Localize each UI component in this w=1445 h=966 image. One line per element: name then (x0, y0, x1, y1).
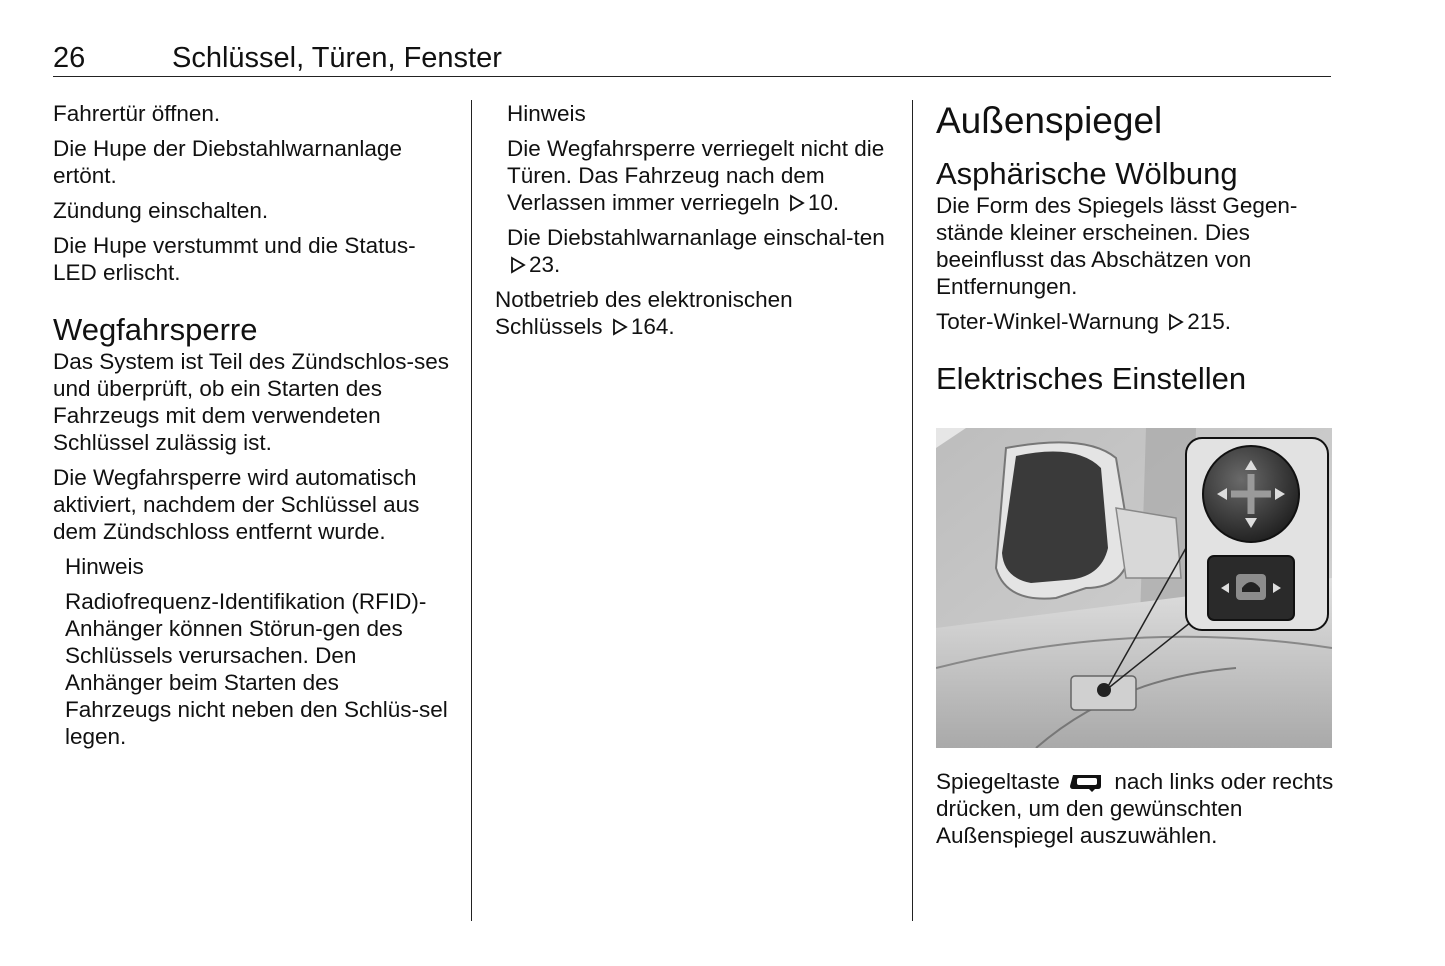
paragraph (936, 308, 1332, 335)
arrow-ref-icon (1168, 313, 1184, 331)
page-reference[interactable]: 23. (529, 252, 561, 277)
mirror-control-illustration (936, 428, 1332, 748)
paragraph-text: Toter-Winkel-Warnung (936, 309, 1159, 334)
note-title: Hinweis (507, 101, 586, 126)
paragraph: Die Hupe der Diebstahlwarnanlage ertönt. (53, 136, 402, 188)
paragraph-text: Notbetrieb des elektronischen Schlüssels (495, 287, 793, 339)
note-text: Radiofrequenz-Identifikation (RFID)-Anhänger können Störun-gen des Schlüssels verursachen. Den Anhänger beim Starten des Fahrzeugs nicht neben den Schlüs-sel legen. (65, 589, 448, 749)
paragraph: Die Form des Spiegels lässt Gegen-stände kleiner erscheinen. Dies beeinflusst das Abschätzen von Entfernungen. (936, 193, 1298, 299)
column-divider (471, 100, 472, 921)
paragraph (936, 768, 1336, 849)
paragraph-text: Spiegeltaste (936, 769, 1060, 794)
paragraph: Das System ist Teil des Zündschlos-ses und überprüft, ob ein Starten des Fahrzeugs mit dem verwendeten Schlüssel zulässig ist. (53, 349, 449, 455)
arrow-ref-icon (612, 318, 628, 336)
column-divider (912, 100, 913, 921)
note-box (495, 100, 895, 278)
note-text-body: Die Wegfahrsperre verriegelt nicht die Türen. Das Fahrzeug nach dem Verlassen immer verriegeln (507, 136, 885, 215)
mirror-button-icon (1070, 772, 1104, 792)
page-reference[interactable]: 10. (807, 190, 840, 215)
chapter-title: Schlüssel, Türen, Fenster (172, 42, 502, 74)
page-reference[interactable]: 215. (1187, 309, 1232, 334)
paragraph: Zündung einschalten. (53, 198, 269, 223)
page-header (53, 38, 1331, 77)
figure-caption (936, 768, 1336, 857)
page-reference[interactable]: 164. (630, 314, 675, 339)
note-text (507, 224, 892, 278)
section-heading: Asphärische Wölbung (936, 156, 1238, 191)
mirror-control-drawing (936, 428, 1332, 748)
note-title: Hinweis (65, 554, 144, 579)
column-3 (936, 100, 1332, 397)
arrow-ref-icon (789, 194, 805, 212)
note-box (53, 553, 453, 750)
column-2 (495, 100, 895, 348)
paragraph (495, 286, 825, 340)
arrow-ref-icon (510, 256, 526, 274)
paragraph: Die Hupe verstummt und die Status-LED erlischt. (53, 233, 416, 285)
section-heading: Wegfahrsperre (53, 312, 258, 347)
page-number: 26 (53, 42, 86, 74)
note-text-body: Die Diebstahlwarnanlage einschal-ten (507, 225, 885, 250)
paragraph: Fahrertür öffnen. (53, 101, 221, 126)
chapter-heading: Außenspiegel (936, 100, 1163, 141)
paragraph-text: nach links oder rechts drücken, um den gewünschten Außenspiegel auszuwählen. (936, 769, 1334, 848)
column-1 (53, 100, 453, 758)
section-heading: Elektrisches Einstellen (936, 361, 1247, 396)
note-text (507, 135, 892, 216)
paragraph: Die Wegfahrsperre wird automatisch aktiviert, nachdem der Schlüssel aus dem Zündschloss entfernt wurde. (53, 465, 420, 544)
